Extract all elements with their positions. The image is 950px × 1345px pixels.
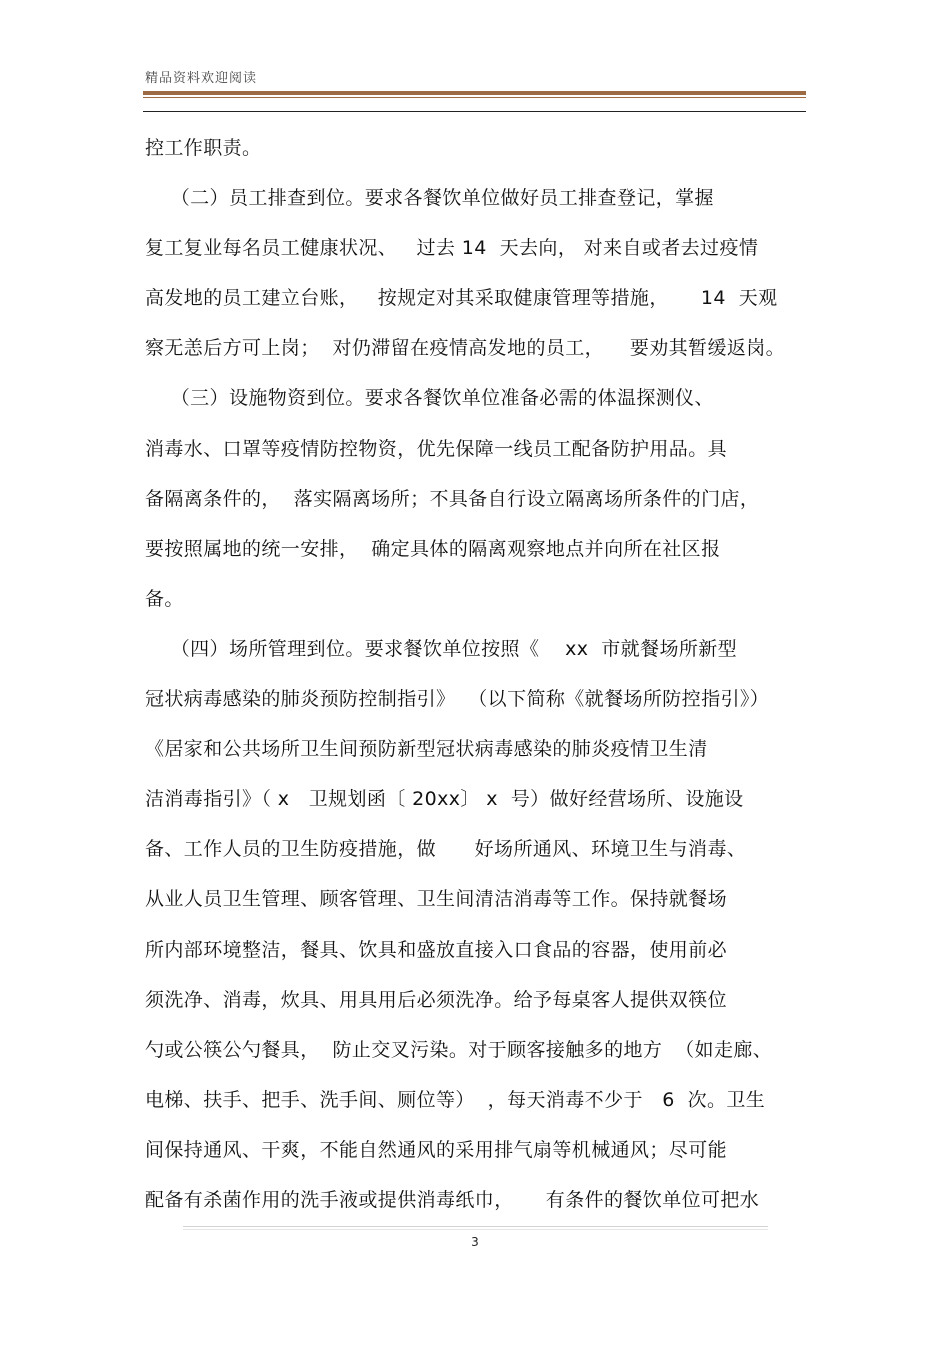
- text-line: （四）场所管理到位。要求餐饮单位按照《 xx 市就餐场所新型: [145, 637, 738, 660]
- text-line: 控工作职责。: [145, 137, 262, 159]
- text-line: 备。: [145, 587, 184, 610]
- text-line: 要按照属地的统一安排， 确定具体的隔离观察地点并向所在社区报: [145, 537, 721, 560]
- text-line: 备隔离条件的， 落实隔离场所；不具备自行设立隔离场所条件的门店，: [145, 487, 760, 510]
- document-body: [145, 123, 815, 1225]
- footer-rule: [183, 1226, 768, 1227]
- text-line: 高发地的员工建立台账， 按规定对其采取健康管理等措施， 14 天观: [145, 287, 778, 310]
- text-line: 电梯、扶手、把手、洗手间、厕位等） ，每天消毒不少于 6 次。卫生: [145, 1088, 766, 1111]
- text-line: （二）员工排查到位。要求各餐饮单位做好员工排查登记，掌握: [145, 187, 714, 210]
- text-line: 须洗净、消毒，炊具、用具用后必须洗净。给予每桌客人提供双筷位: [145, 988, 728, 1011]
- text-line: 配备有杀菌作用的洗手液或提供消毒纸巾， 有条件的餐饮单位可把水: [145, 1188, 760, 1211]
- text-line: 备、工作人员的卫生防疫措施，做 好场所通风、环境卫生与消毒、: [145, 838, 747, 861]
- text-line: 勺或公筷公勺餐具， 防止交叉污染。对于顾客接触多的地方 （如走廊、: [145, 1038, 773, 1061]
- header-label: 精品资料欢迎阅读: [145, 71, 258, 86]
- text-line: 所内部环境整洁，餐具、饮具和盛放直接入口食品的容器，使用前必: [145, 938, 728, 961]
- text-line: 从业人员卫生管理、顾客管理、卫生间清洁消毒等工作。保持就餐场: [145, 888, 728, 911]
- header-rule-thick: [143, 91, 806, 95]
- text-line: 复工复业每名员工健康状况、 过去 14 天去向， 对来自或者去过疫情: [145, 237, 759, 260]
- footer-rule-secondary: [183, 1229, 768, 1230]
- text-line: 间保持通风、干爽，不能自然通风的采用排气扇等机械通风；尽可能: [145, 1138, 728, 1161]
- text-line: 察无恙后方可上岗； 对仍滞留在疫情高发地的员工， 要劝其暂缓返岗。: [145, 337, 786, 360]
- header-rule-thin: [143, 97, 806, 98]
- text-line: 《居家和公共场所卫生间预防新型冠状病毒感染的肺炎疫情卫生清: [145, 738, 708, 761]
- page-number: 3: [471, 1235, 479, 1249]
- text-line: 洁消毒指引》（ x 卫规划函〔 20xx〕 x 号）做好经营场所、设施设: [145, 788, 744, 811]
- text-line: （三）设施物资到位。要求各餐饮单位准备必需的体温探测仪、: [145, 387, 714, 410]
- text-line: 冠状病毒感染的肺炎预防控制指引》 （以下简称《就餐场所防控指引》）: [145, 688, 770, 711]
- header-rule-black: [143, 111, 806, 112]
- text-line: 消毒水、口罩等疫情防控物资，优先保障一线员工配备防护用品。具: [145, 437, 728, 460]
